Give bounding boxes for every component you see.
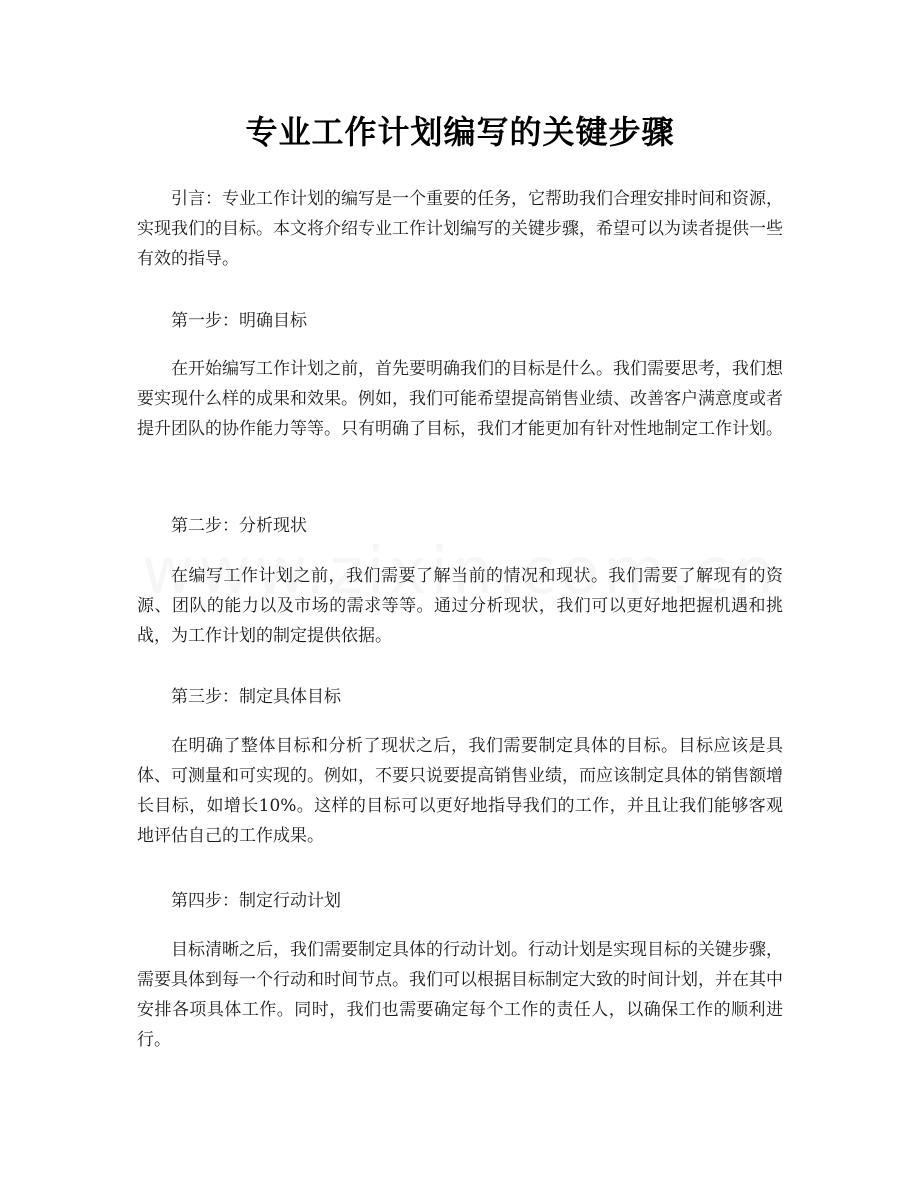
step-2-body: 在编写工作计划之前，我们需要了解当前的情况和现状。我们需要了解现有的资源、团队的能力以及市场的需求等等。通过分析现状，我们可以更好地把握机遇和挑战，为工作计划的制定提供依据。: [137, 566, 783, 646]
step-4-body: 目标清晰之后，我们需要制定具体的行动计划。行动计划是实现目标的关键步骤，需要具体到每一个行动和时间节点。我们可以根据目标制定大致的时间计划，并在其中安排各项具体工作。同时，我们也需要确定每个工作的责任人，以确保工作的顺利进行。: [137, 940, 783, 1050]
document-title: 专业工作计划编写的关键步骤: [245, 113, 675, 151]
step-3-heading: 第三步：制定具体目标: [171, 687, 341, 707]
step-1-body: 在开始编写工作计划之前，首先要明确我们的目标是什么。我们需要思考，我们想要实现什么样的成果和效果。例如，我们可能希望提高销售业绩、改善客户满意度或者提升团队的协作能力等等。只有明确了目标，我们才能更加有针对性地制定工作计划。: [137, 359, 783, 439]
step-3-body: 在明确了整体目标和分析了现状之后，我们需要制定具体的目标。目标应该是具体、可测量和可实现的。例如，不要只说要提高销售业绩，而应该制定具体的销售额增长目标，如增长10%。这样的目标可以更好地指导我们的工作，并且让我们能够客观地评估自己的工作成果。: [137, 736, 783, 846]
step-1-heading: 第一步：明确目标: [171, 311, 307, 331]
step-2-heading: 第二步：分析现状: [171, 516, 307, 536]
intro-paragraph: 引言：专业工作计划的编写是一个重要的任务，它帮助我们合理安排时间和资源，实现我们的目标。本文将介绍专业工作计划编写的关键步骤，希望可以为读者提供一些有效的指导。: [137, 189, 783, 269]
step-4-heading: 第四步：制定行动计划: [171, 891, 341, 911]
